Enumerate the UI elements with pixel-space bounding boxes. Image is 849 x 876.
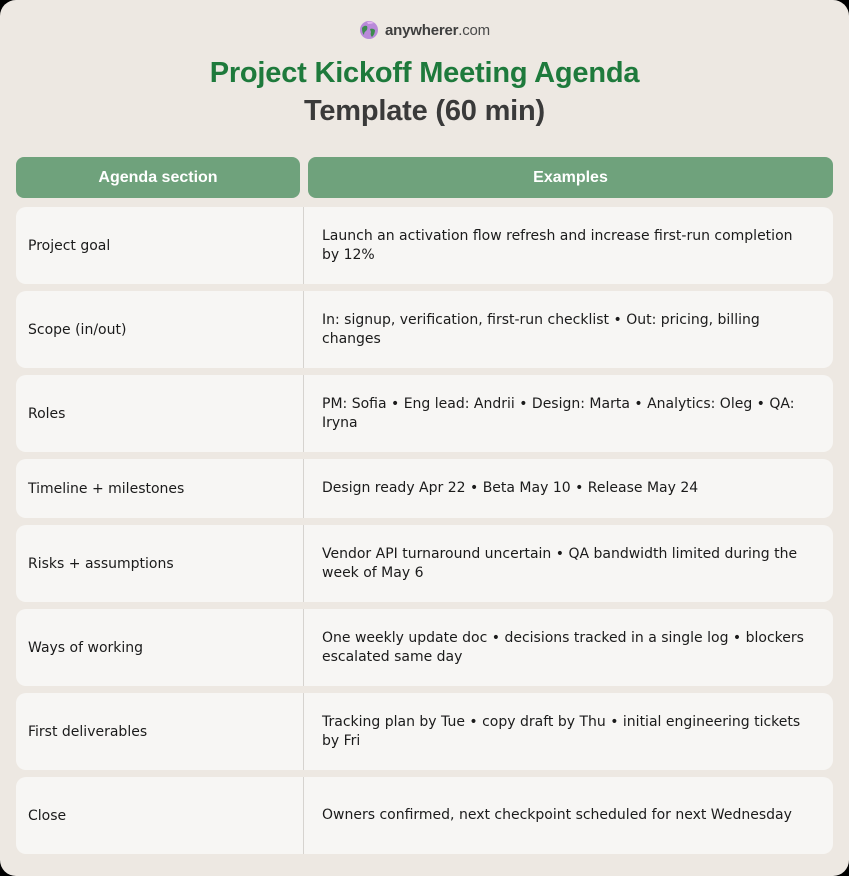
column-divider — [303, 693, 304, 770]
brand — [0, 20, 849, 40]
example-cell: PM: Sofia • Eng lead: Andrii • Design: Marta • Analytics: Oleg • QA: Iryna — [322, 395, 795, 431]
example-cell: Tracking plan by Tue • copy draft by Thu • initial engineering tickets by Fri — [322, 713, 801, 749]
column-divider — [303, 609, 304, 686]
page-subtitle: Template (60 min) — [303, 95, 545, 127]
table-row — [16, 525, 833, 602]
agenda-section-cell: Close — [28, 807, 67, 824]
table-row — [16, 459, 833, 518]
column-divider — [303, 291, 304, 368]
example-cell: Owners confirmed, next checkpoint scheduled for next Wednesday — [322, 807, 792, 823]
globe-icon — [359, 20, 379, 40]
example-cell: Vendor API turnaround uncertain • QA bandwidth limited during the week of May 6 — [322, 545, 798, 581]
agenda-section-cell: Timeline + milestones — [28, 480, 185, 497]
table-row — [16, 609, 833, 686]
column-header-examples: Examples — [308, 157, 833, 198]
agenda-section-cell: Project goal — [28, 237, 111, 254]
example-cell: Design ready Apr 22 • Beta May 10 • Release May 24 — [322, 480, 699, 496]
agenda-section-cell: Risks + assumptions — [28, 555, 174, 572]
column-divider — [303, 207, 304, 284]
column-divider — [303, 777, 304, 854]
table-row — [16, 207, 833, 284]
table-row — [16, 291, 833, 368]
example-cell: Launch an activation flow refresh and increase first-run completion by 12% — [322, 227, 793, 263]
example-cell: One weekly update doc • decisions tracked in a single log • blockers escalated same day — [322, 629, 804, 665]
table-row — [16, 693, 833, 770]
brand-name: anywherer.com — [385, 21, 490, 39]
table-row — [16, 375, 833, 452]
agenda-section-cell: Scope (in/out) — [28, 321, 127, 338]
example-cell: In: signup, verification, first-run checklist • Out: pricing, billing changes — [322, 311, 760, 347]
agenda-section-cell: Roles — [28, 405, 66, 422]
agenda-section-cell: Ways of working — [28, 639, 144, 656]
table-row — [16, 777, 833, 854]
column-divider — [303, 375, 304, 452]
agenda-section-cell: First deliverables — [28, 723, 148, 740]
column-divider — [303, 525, 304, 602]
column-divider — [303, 459, 304, 518]
column-header-agenda-section: Agenda section — [16, 157, 300, 198]
page-title: Project Kickoff Meeting Agenda — [209, 57, 640, 89]
